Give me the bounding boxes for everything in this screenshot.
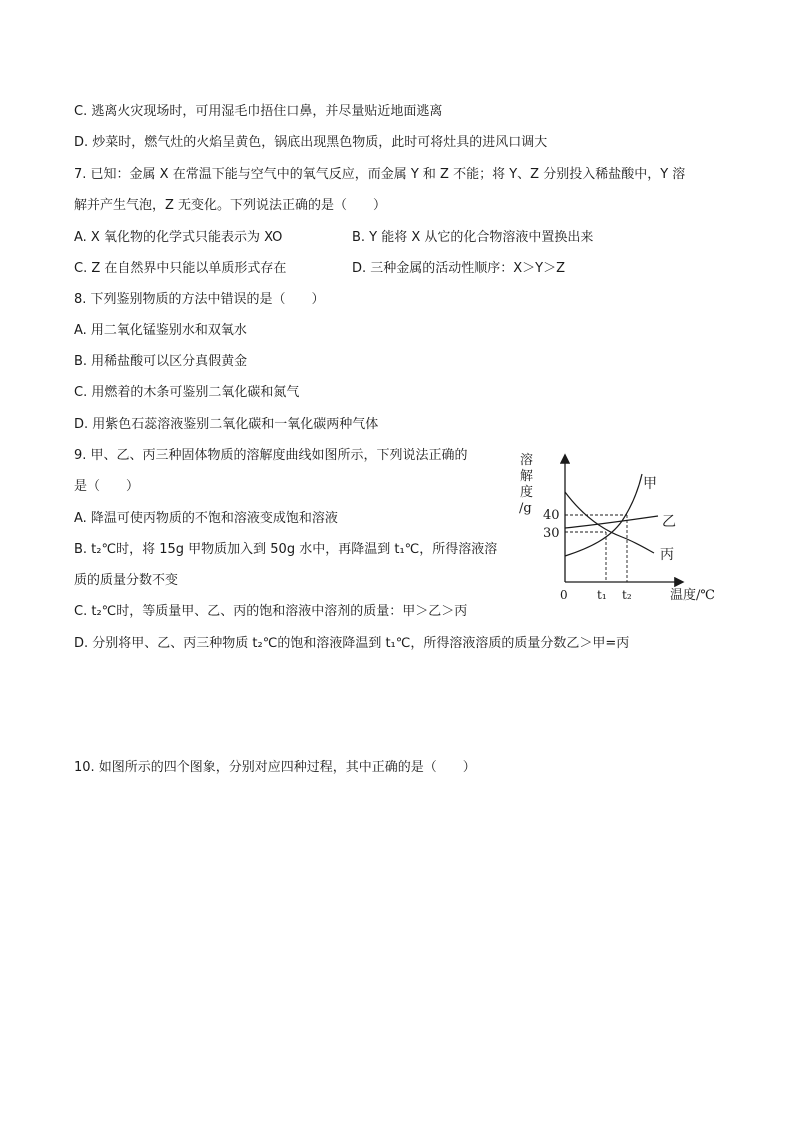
question-9-stem-line2: 是（ ） xyxy=(74,479,140,494)
question-7a: A. X 氧化物的化学式只能表示为 XO xyxy=(74,230,283,245)
series-yi-curve xyxy=(565,516,658,528)
question-9c: C. t₂℃时，等质量甲、乙、丙的饱和溶液中溶剂的质量：甲＞乙＞丙 xyxy=(74,604,468,619)
series-label-yi: 乙 xyxy=(662,514,676,530)
y-tick-30: 30 xyxy=(543,526,560,541)
series-label-jia: 甲 xyxy=(643,476,657,492)
question-6c: C. 逃离火灾现场时，可用湿毛巾捂住口鼻，并尽量贴近地面逃离 xyxy=(74,104,443,119)
question-8c: C. 用燃着的木条可鉴别二氧化碳和氮气 xyxy=(74,385,300,400)
ylabel-char-1: 溶 xyxy=(520,453,534,468)
ylabel-char-4: /g xyxy=(519,501,532,516)
x-tick-t2: t₂ xyxy=(622,588,632,602)
x-tick-t1: t₁ xyxy=(597,588,607,602)
x-axis-label: 温度/℃ xyxy=(670,588,715,603)
ylabel-char-2: 解 xyxy=(520,469,534,484)
question-7b: B. Y 能将 X 从它的化合物溶液中置换出来 xyxy=(352,230,594,245)
solubility-chart xyxy=(510,446,730,611)
question-8a: A. 用二氧化锰鉴别水和双氧水 xyxy=(74,323,247,338)
question-7d: D. 三种金属的活动性顺序：X＞Y＞Z xyxy=(352,261,566,276)
question-8-stem: 8. 下列鉴别物质的方法中错误的是（ ） xyxy=(74,292,325,307)
question-8b: B. 用稀盐酸可以区分真假黄金 xyxy=(74,354,248,369)
question-10-stem: 10. 如图所示的四个图象，分别对应四种过程，其中正确的是（ ） xyxy=(74,760,476,775)
question-9-stem-line1: 9. 甲、乙、丙三种固体物质的溶解度曲线如图所示，下列说法正确的 xyxy=(74,448,468,463)
question-9b-line1: B. t₂℃时，将 15g 甲物质加入到 50g 水中，再降温到 t₁℃，所得溶液溶 xyxy=(74,542,498,557)
question-7-stem-line1: 7. 已知：金属 X 在常温下能与空气中的氧气反应，而金属 Y 和 Z 不能；将 Y、Z 分别投入稀盐酸中，Y 溶 xyxy=(74,167,686,182)
question-9b-line2: 质的质量分数不变 xyxy=(74,573,179,588)
question-7-stem-line2: 解并产生气泡，Z 无变化。下列说法正确的是（ ） xyxy=(74,198,387,213)
series-label-bing: 丙 xyxy=(660,547,674,563)
question-9a: A. 降温可使丙物质的不饱和溶液变成饱和溶液 xyxy=(74,511,338,526)
y-tick-40: 40 xyxy=(543,508,560,523)
question-8d: D. 用紫色石蕊溶液鉴别二氧化碳和一氧化碳两种气体 xyxy=(74,417,379,432)
guide-lines xyxy=(565,515,627,582)
question-6d: D. 炒菜时，燃气灶的火焰呈黄色，锅底出现黑色物质，此时可将灶具的进风口调大 xyxy=(74,135,548,150)
question-7c: C. Z 在自然界中只能以单质形式存在 xyxy=(74,261,287,276)
question-9d: D. 分别将甲、乙、丙三种物质 t₂℃的饱和溶液降温到 t₁℃，所得溶液溶质的质量分数乙＞甲=丙 xyxy=(74,636,630,651)
ylabel-char-3: 度 xyxy=(520,485,534,500)
origin-label: 0 xyxy=(560,588,568,602)
